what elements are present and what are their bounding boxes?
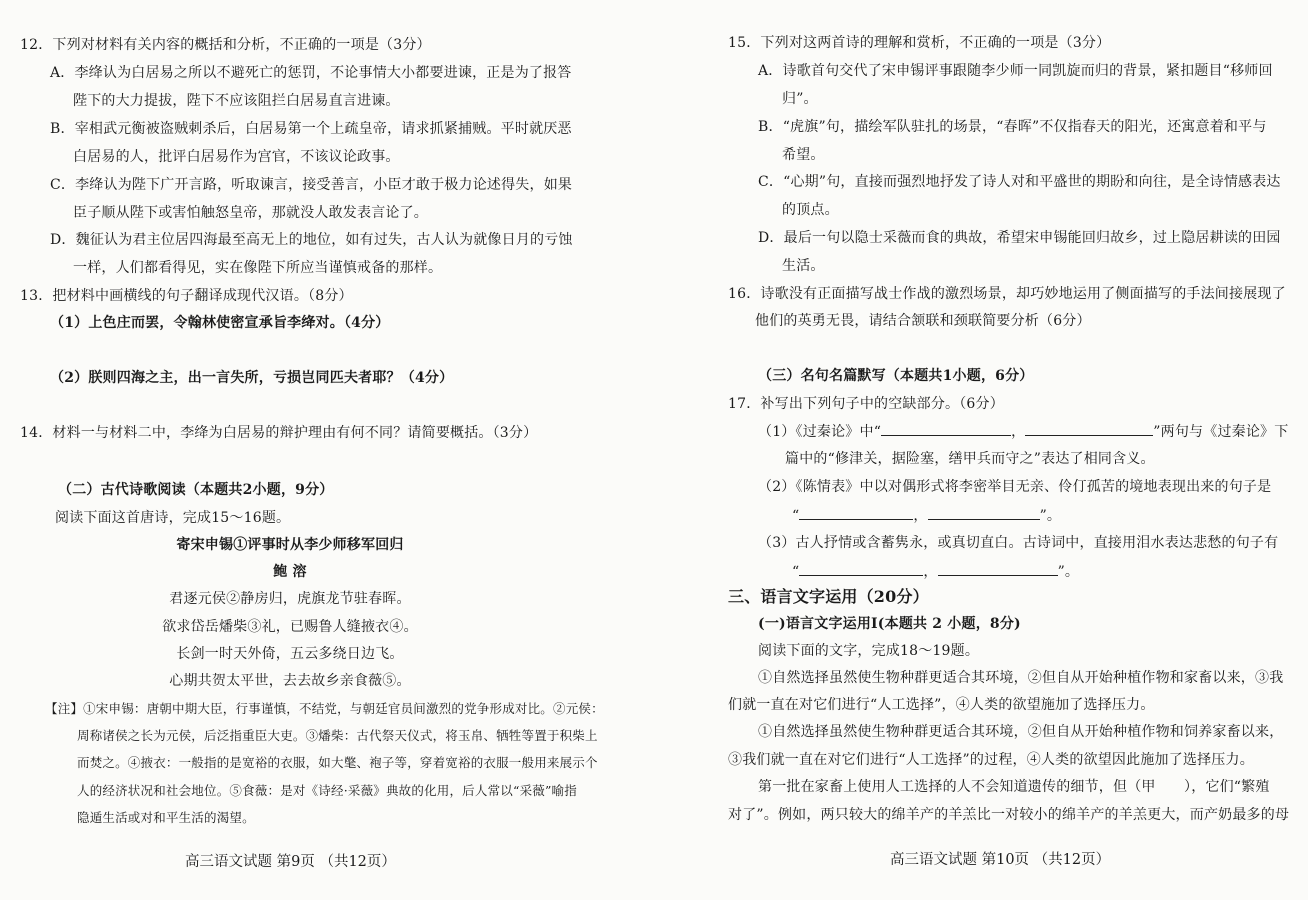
q15-option-a-cont: 归”。 [782,91,818,107]
q12-option-c: C．李绛认为陛下广开言路，听取谏言，接受善言，小臣才敢于极力论述得失，如果 [50,177,573,193]
dictation-heading: （三）名句名篇默写（本题共1小题，6分） [758,368,1034,384]
comma: ， [923,564,938,580]
q12-option-a: A．李绛认为白居易之所以不避死亡的惩罚，不论事情大小都要进谏，正是为了报答 [50,65,572,81]
passage-line-1: ①自然选择虽然使生物种群更适合其环境，②但自从开始种植作物和家畜以来，③我 [758,670,1284,686]
answer-blank-2[interactable] [1025,421,1153,436]
passage-line-6: 对了”。例如，两只较大的绵羊产的羊羔比一对较小的绵羊产的羊羔更大，而产奶最多的母 [728,807,1290,823]
q15-option-c: C．“心期”句，直接而强烈地抒发了诗人对和平盛世的期盼和向往，是全诗情感表达 [758,174,1281,190]
answer-blank-3[interactable] [799,505,913,520]
q17-sub3: （3）古人抒情或含蓄隽永，或真切直白。古诗词中，直接用泪水表达悲愁的句子有 [758,535,1279,551]
q12-option-a-cont: 陛下的大力提拔，陛下不应该阻拦白居易直言进谏。 [73,93,400,109]
passage-line-5: 第一批在家畜上使用人工选择的人不会知道遗传的细节，但（甲 ），它们“繁殖 [758,779,1270,795]
q17-stem: 17．补写出下列句子中的空缺部分。（6分） [728,396,1004,412]
q17-sub1-comma: ， [1011,424,1026,440]
q16-stem-cont: 他们的英勇无畏，请结合颔联和颈联简要分析（6分） [755,313,1091,329]
q12-option-b: B．宰相武元衡被盗贼刺杀后，白居易第一个上疏皇帝，请求抓紧捕贼。平时就厌恶 [50,121,572,137]
q12-option-d: D．魏征认为君主位居四海最至高无上的地位，如有过失，古人认为就像日月的亏蚀 [50,232,573,248]
q15-option-b-cont: 希望。 [782,147,825,163]
passage-line-3: ①自然选择虽然使生物种群更适合其环境，②但自从开始种植作物和饲养家畜以来， [758,724,1284,740]
close-quote: ”。 [1057,564,1080,580]
q16-stem: 16．诗歌没有正面描写战士作战的激烈场景，却巧妙地运用了侧面描写的手法间接展现了 [728,286,1286,302]
poetry-intro: 阅读下面这首唐诗，完成15～16题。 [55,510,291,526]
right-page-footer: 高三语文试题 第10页 （共12页） [890,852,1111,868]
right-page [700,0,1308,900]
answer-blank-5[interactable] [799,561,923,576]
open-quote: “ [792,564,800,580]
q17-sub1-cont: 篇中的“修津关，据险塞，缮甲兵而守之”表达了相同含义。 [785,451,1155,467]
poem-author: 鲍 溶 [273,564,307,580]
q15-option-c-cont: 的顶点。 [782,202,839,218]
poetry-heading: （二）古代诗歌阅读（本题共2小题，9分） [58,482,334,498]
poem-line-4: 心期共贺太平世，去去故乡亲食薇⑤。 [169,673,411,689]
q15-option-d-cont: 生活。 [782,258,825,274]
answer-blank-4[interactable] [928,505,1040,520]
q17-sub1 [758,421,1288,442]
q15-option-d: D．最后一句以隐士采薇而食的典故，希望宋申锡能回归故乡，过上隐居耕读的田园 [758,230,1281,246]
section3-heading: 三、语言文字运用（20分） [728,587,929,606]
q14-stem: 14．材料一与材料二中，李绛为白居易的辩护理由有何不同？请简要概括。（3分） [20,425,538,441]
answer-blank-6[interactable] [938,561,1058,576]
q13-sub2: （2）朕则四海之主，出一言失所，亏损岂同匹夫者耶？（4分） [50,370,454,386]
q12-option-b-cont: 白居易的人，批评白居易作为宫官，不该议论政事。 [73,149,400,165]
q15-option-b: B．“虎旗”句，描绘军队驻扎的场景，“春晖”不仅指春天的阳光，还寓意着和平与 [758,119,1267,135]
open-quote: “ [792,508,800,524]
q15-option-a: A．诗歌首句交代了宋申锡评事跟随李少师一同凯旋而归的背景，紧扣题目“移师回 [758,63,1273,79]
poem-line-3: 长剑一时天外倚，五云多绕日边飞。 [176,646,404,662]
q17-sub2-answer [792,505,1061,526]
q17-sub3-answer [792,561,1079,582]
q17-sub2: （2）《陈情表》中以对偶形式将李密举目无亲、伶仃孤苦的境地表现出来的句子是 [758,479,1272,495]
left-page-footer: 高三语文试题 第9页 （共12页） [185,854,396,870]
answer-blank-1[interactable] [881,421,1011,436]
poem-title: 寄宋申锡①评事时从李少师移军回归 [176,537,404,553]
poem-note-5: 隐遁生活或对和平生活的渴望。 [77,810,255,825]
section3-intro: 阅读下面的文字，完成18～19题。 [758,643,980,659]
close-quote: ”。 [1039,508,1062,524]
q17-sub1-prefix: （1）《过秦论》中“ [758,424,882,440]
poem-line-1: 君逐元侯②静房归，虎旗龙节驻春晖。 [169,591,411,607]
passage-line-2: 们就一直在对它们进行“人工选择”，④人类的欲望施加了选择压力。 [728,697,1155,713]
q17-sub1-suffix: ”两句与《过秦论》下 [1153,424,1289,440]
left-page [0,0,640,900]
q12-option-c-cont: 臣子顺从陛下或害怕触怒皇帝，那就没人敢发表言论了。 [73,205,428,221]
poem-note-1: 【注】①宋申锡：唐朝中期大臣，行事谨慎，不结党，与朝廷官员间激烈的党争形成对比。②元侯： [45,701,604,716]
poem-note-4: 人的经济状况和社会地位。⑤食薇：是对《诗经·采薇》典故的化用，后人常以“采薇”喻指 [77,783,577,798]
q12-stem: 12．下列对材料有关内容的概括和分析，不正确的一项是（3分） [20,37,431,53]
q13-stem: 13．把材料中画横线的句子翻译成现代汉语。（8分） [20,288,353,304]
passage-line-4: ③我们就一直在对它们进行“人工选择”的过程，④人类的欲望因此施加了选择压力。 [728,752,1254,768]
q12-option-d-cont: 一样，人们都看得见，实在像陛下所应当谨慎戒备的那样。 [73,260,443,276]
poem-line-2: 欲求岱岳燔柴③礼，已赐鲁人缝掖衣④。 [162,619,418,635]
section3-subheading: (一)语言文字运用Ⅰ(本题共 2 小题，8分) [758,616,1021,632]
q15-stem: 15．下列对这两首诗的理解和赏析，不正确的一项是（3分） [728,35,1111,51]
poem-note-3: 而焚之。④掖衣：一般指的是宽裕的衣服，如大氅、袍子等，穿着宽裕的衣服一般用来展示个 [77,755,598,770]
comma: ， [913,508,928,524]
poem-note-2: 周称诸侯之长为元侯，后泛指重臣大吏。③燔柴：古代祭天仪式，将玉帛、牺牲等置于积柴上 [77,728,598,743]
q13-sub1: （1）上色庄而罢，令翰林使密宣承旨李绛对。（4分） [50,315,390,331]
